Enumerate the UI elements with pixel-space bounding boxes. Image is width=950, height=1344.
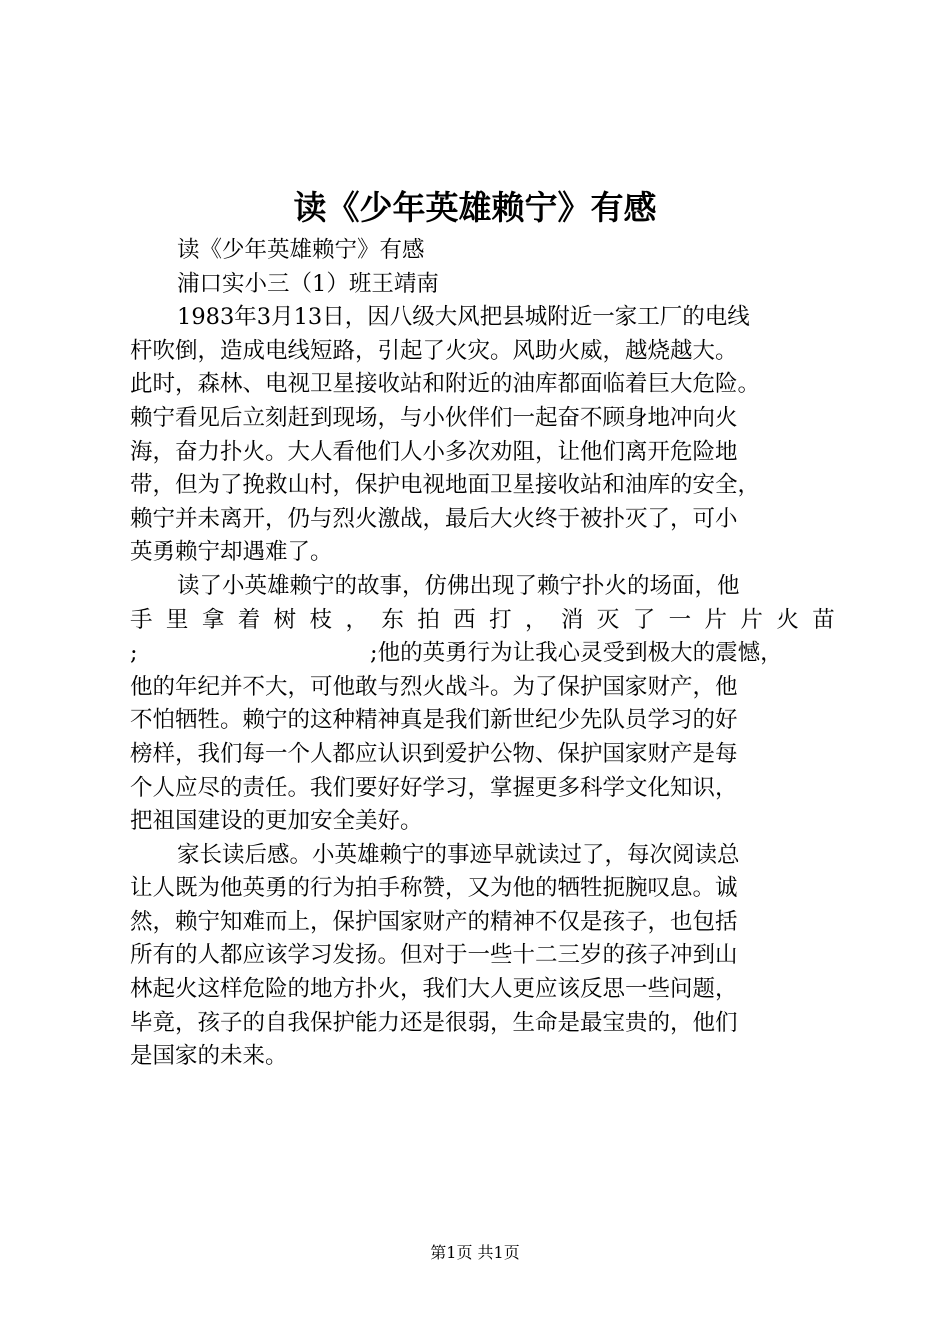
paragraph-line: 杆吹倒，造成电线短路，引起了火灾。风助火威，越烧越大。 [130,337,738,364]
paragraph-3 [130,839,835,1074]
justified-char: 手 [130,606,153,633]
justified-char: 打 [489,606,512,633]
paragraph-line: 把祖国建设的更加安全美好。 [130,808,423,835]
paragraph-line: 毕竟，孩子的自我保护能力还是很弱，生命是最宝贵的，他们 [130,1009,738,1036]
paragraph-line: 林起火这样危险的地方扑火，我们大人更应该反思一些问题， [130,976,738,1003]
paragraph-line-rest: ;他的英勇行为让我心灵受到极大的震憾， [370,640,783,667]
paragraph-line: 榜样，我们每一个人都应认识到爱护公物、保护国家财产是每 [130,740,738,767]
paragraph-line: 不怕牺牲。赖宁的这种精神真是我们新世纪少先队员学习的好 [130,707,738,734]
justified-char: 里 [165,606,189,633]
paragraph-1 [130,301,835,570]
justified-char: 片 [704,606,728,633]
justified-char: 枝 [309,606,333,633]
justified-char: 拍 [417,606,440,633]
paragraph-line: 海，奋力扑火。大人看他们人小多次劝阻，让他们离开危险地 [130,438,738,465]
justified-char: 火 [776,606,799,633]
justified-char: 片 [740,606,763,633]
paragraph-line: 家长读后感。小英雄赖宁的事迹早就读过了，每次阅读总 [177,841,740,868]
document-body [130,234,835,1074]
paragraph-line: 他的年纪并不大，可他敢与烈火战斗。为了保护国家财产，他 [130,673,738,700]
justified-char: 灭 [596,606,620,633]
paragraph-2 [130,570,835,839]
paragraph-line: 赖宁看见后立刻赶到现场，与小伙伴们一起奋不顾身地冲向火 [130,404,738,431]
justified-paragraph-line [130,604,835,638]
document-title: 读《少年英雄赖宁》有感 [293,188,657,227]
paragraph-line: 个人应尽的责任。我们要好好学习，掌握更多科学文化知识， [130,774,738,801]
paragraph-line: 是国家的未来。 [130,1043,288,1070]
author-line: 浦口实小三（1）班王靖南 [177,270,439,297]
justified-char: 消 [560,606,584,633]
justified-char: 拿 [201,606,225,633]
paragraph-line: 带，但为了挽救山村，保护电视地面卫星接收站和油库的安全， [130,472,761,499]
paragraph-line: 让人既为他英勇的行为拍手称赞，又为他的牺牲扼腕叹息。诚 [130,875,738,902]
justified-char: 西 [453,606,476,633]
subtitle: 读《少年英雄赖宁》有感 [177,237,425,263]
paragraph-line: 英勇赖宁却遇难了。 [130,539,333,566]
justified-char: 了 [632,606,656,633]
page-footer: 第1页 共1页 [430,1243,520,1262]
semicolon-fragment: ; [130,640,138,667]
paragraph-line: 然，赖宁知难而上，保护国家财产的精神不仅是孩子，也包括 [130,908,738,935]
justified-char: 东 [381,606,404,633]
paragraph-line: 所有的人都应该学习发扬。但对于一些十二三岁的孩子冲到山 [130,942,738,969]
paragraph-line: 此时，森林、电视卫星接收站和附近的油库都面临着巨大危险。 [130,371,761,398]
paragraph-line-with-gap [130,637,835,671]
justified-char: 树 [273,606,297,633]
paragraph-line: 赖宁并未离开，仍与烈火激战，最后大火终于被扑灭了，可小 [130,505,738,532]
justified-char: ， [345,606,368,633]
paragraph-line: 1983年3月13日，因八级大风把县城附近一家工厂的电线 [177,304,750,331]
justified-char: 苗 [812,606,835,633]
paragraph-line: 读了小英雄赖宁的故事，仿佛出现了赖宁扑火的场面，他 [177,572,740,599]
justified-char: ， [524,606,548,633]
justified-char: 着 [237,606,261,633]
justified-char: 一 [668,606,692,633]
